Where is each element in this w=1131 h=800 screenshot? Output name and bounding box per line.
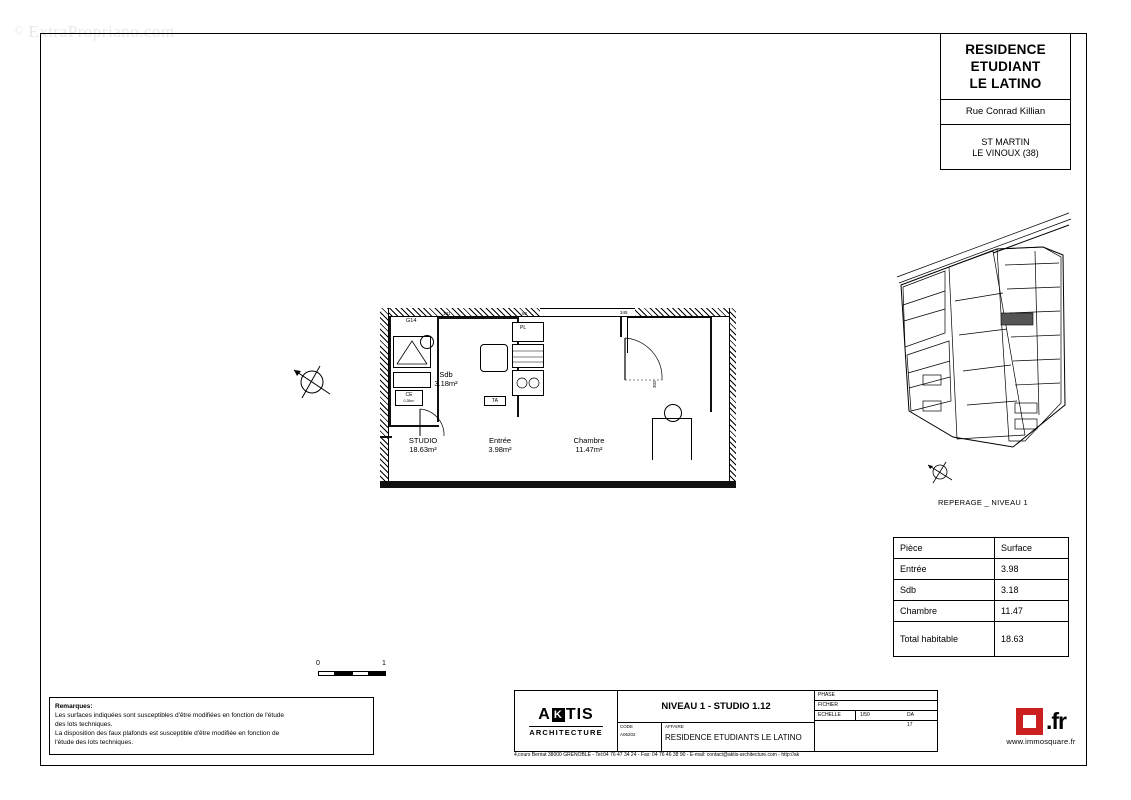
dim-60: 60 bbox=[522, 311, 528, 316]
ce-area: 0.28m² bbox=[403, 399, 415, 403]
title-line-2: ETUDIANT bbox=[970, 59, 1041, 74]
fichier-label: FICHIER bbox=[818, 702, 838, 708]
scale-ticks bbox=[316, 660, 386, 677]
remarks-line-4: l'étude des lots techniques. bbox=[55, 739, 134, 746]
affaire-label: AFFAIRE bbox=[665, 724, 684, 729]
remarks-line-3: La disposition des faux plafonds est susceptible d'être modifiée en fonction de bbox=[55, 730, 280, 737]
date-row bbox=[815, 721, 937, 731]
fichier-row bbox=[815, 701, 937, 711]
wall-bottom bbox=[380, 481, 736, 488]
title-block bbox=[940, 33, 1071, 170]
door-swing-entry-icon bbox=[622, 336, 664, 384]
cartouche bbox=[514, 690, 938, 752]
affaire-value: RESIDENCE ETUDIANTS LE LATINO bbox=[665, 733, 802, 742]
round-table bbox=[664, 404, 682, 422]
dim-345: 345 bbox=[620, 310, 628, 315]
cell-surface: 3.18 bbox=[995, 580, 1069, 601]
room-name-entree: Entrée bbox=[488, 436, 512, 445]
room-label-studio bbox=[398, 436, 448, 454]
scale-bar bbox=[316, 660, 386, 677]
room-area-chambre: 11.47m² bbox=[575, 445, 603, 454]
aktis-wordmark bbox=[538, 706, 593, 724]
dim-131: 131 bbox=[443, 311, 451, 316]
aktis-logo bbox=[515, 691, 618, 751]
phase-row bbox=[815, 691, 937, 701]
date-label: DA bbox=[907, 712, 914, 718]
room-label-sdb bbox=[424, 370, 468, 388]
code-value: A06202 bbox=[620, 732, 636, 737]
partition-8 bbox=[710, 317, 712, 412]
cell-surface: 11.47 bbox=[995, 601, 1069, 622]
title-divider bbox=[941, 99, 1070, 100]
header-surface: Surface bbox=[995, 538, 1069, 559]
cartouche-main bbox=[618, 691, 937, 751]
aktis-k-icon: K bbox=[552, 708, 565, 722]
north-arrow-small-icon bbox=[925, 457, 955, 487]
room-label-chambre bbox=[558, 436, 620, 454]
cell-surface-total: 18.63 bbox=[995, 622, 1069, 657]
wall-left bbox=[380, 308, 389, 488]
copyright-icon: © bbox=[14, 23, 24, 37]
title-street: Rue Conrad Killian bbox=[965, 106, 1046, 117]
aktis-subtitle: ARCHITECTURE bbox=[529, 727, 603, 737]
reperage-plan bbox=[893, 205, 1073, 495]
room-name-chambre: Chambre bbox=[573, 436, 605, 445]
room-name-sdb: Sdb bbox=[439, 370, 453, 379]
square-icon bbox=[1016, 708, 1043, 735]
cell-piece: Chambre bbox=[894, 601, 995, 622]
ta-label: TA bbox=[491, 398, 499, 404]
remarks-line-2: des lots techniques. bbox=[55, 721, 113, 728]
title-line-3: LE LATINO bbox=[969, 76, 1042, 91]
cartouche-right bbox=[814, 691, 937, 751]
table-header-row bbox=[894, 538, 1069, 559]
code-cell bbox=[618, 723, 662, 751]
ce-label: CE bbox=[405, 392, 413, 398]
remarks-box bbox=[49, 697, 374, 755]
phase-label: PHASE bbox=[818, 692, 835, 698]
table-row-total bbox=[894, 622, 1069, 657]
code-label: CODE bbox=[620, 724, 634, 729]
table-row bbox=[894, 559, 1069, 580]
partition-1 bbox=[389, 317, 391, 427]
scale-label-right: 1 bbox=[382, 660, 386, 667]
drawing-title: NIVEAU 1 - STUDIO 1.12 bbox=[618, 691, 814, 723]
ta-box bbox=[484, 396, 506, 406]
north-arrow-icon bbox=[288, 358, 336, 406]
immosquare-logo bbox=[995, 708, 1087, 746]
cartouche-grid bbox=[618, 723, 814, 751]
echelle-divider bbox=[855, 711, 856, 720]
cell-surface: 3.98 bbox=[995, 559, 1069, 580]
kitchen-oven bbox=[512, 344, 544, 368]
bed bbox=[652, 418, 692, 460]
echelle-label: ECHELLE bbox=[818, 712, 841, 718]
remarks-line-1: Les surfaces indiquées sont susceptibles d'être modifiées en fonction de l'étude bbox=[55, 712, 285, 719]
kitchen-sink bbox=[512, 370, 544, 396]
room-area-studio: 18.63m² bbox=[409, 445, 437, 454]
immosquare-fr: .fr bbox=[1046, 708, 1066, 734]
room-name-studio: STUDIO bbox=[408, 436, 438, 445]
toilet-icon bbox=[420, 335, 434, 349]
wall-right bbox=[729, 308, 736, 488]
remarks-title: Remarques: bbox=[55, 703, 93, 710]
reperage-label: REPERAGE _ NIVEAU 1 bbox=[938, 498, 1028, 507]
water-heater bbox=[395, 390, 423, 406]
scale-seg-3 bbox=[352, 671, 369, 676]
partition-6 bbox=[380, 436, 392, 438]
cartouche-footer: 4,cours Berriat 38000 GRENOBLE - Tel:04 76 47 34 24 - Fax: 04 76 46 38 90 - E-mail: contact@aktis-architecture.com - http://ak bbox=[514, 752, 800, 758]
cell-piece: Sdb bbox=[894, 580, 995, 601]
partition-4 bbox=[437, 317, 519, 319]
appliance bbox=[480, 344, 508, 372]
immosquare-mark bbox=[995, 708, 1087, 735]
cell-piece: Entrée bbox=[894, 559, 995, 580]
g14-label: G14 bbox=[406, 318, 417, 324]
watermark-text: ExtraPropriano.com bbox=[28, 22, 175, 41]
title-city-2: LE VINOUX (38) bbox=[972, 148, 1039, 158]
aktis-tis: TIS bbox=[565, 705, 594, 723]
cell-piece-total: Total habitable bbox=[894, 622, 995, 657]
closet-pl bbox=[512, 322, 544, 342]
surfaces-table bbox=[893, 537, 1069, 657]
exterior-wall bbox=[380, 308, 736, 488]
title-divider-2 bbox=[941, 124, 1070, 125]
window-sill-line bbox=[627, 317, 712, 318]
echelle-value: 1/50 bbox=[860, 712, 870, 718]
door-swing-sdb-icon bbox=[418, 408, 446, 438]
scale-seg-1 bbox=[318, 671, 335, 676]
floor-plan bbox=[380, 308, 736, 488]
scale-seg-2 bbox=[335, 671, 352, 676]
room-label-entree bbox=[472, 436, 528, 454]
title-line-1: RESIDENCE bbox=[965, 42, 1046, 57]
pl-label: PL bbox=[520, 325, 527, 331]
room-area-entree: 3.98m² bbox=[488, 445, 512, 454]
aktis-a: A bbox=[538, 705, 551, 723]
scale-label-left: 0 bbox=[316, 660, 320, 667]
scale-seg-4 bbox=[369, 671, 386, 676]
room-area-sdb: 3.18m² bbox=[434, 379, 458, 388]
affaire-cell bbox=[662, 723, 814, 753]
partition-7 bbox=[620, 317, 622, 337]
header-piece: Pièce bbox=[894, 538, 995, 559]
table-row bbox=[894, 601, 1069, 622]
title-city-1: ST MARTIN bbox=[981, 137, 1030, 147]
date-value: 17 bbox=[907, 722, 913, 728]
dim-302: 302 bbox=[652, 380, 657, 388]
table-row bbox=[894, 580, 1069, 601]
immosquare-url: www.immosquare.fr bbox=[1006, 737, 1076, 746]
echelle-row bbox=[815, 711, 937, 721]
